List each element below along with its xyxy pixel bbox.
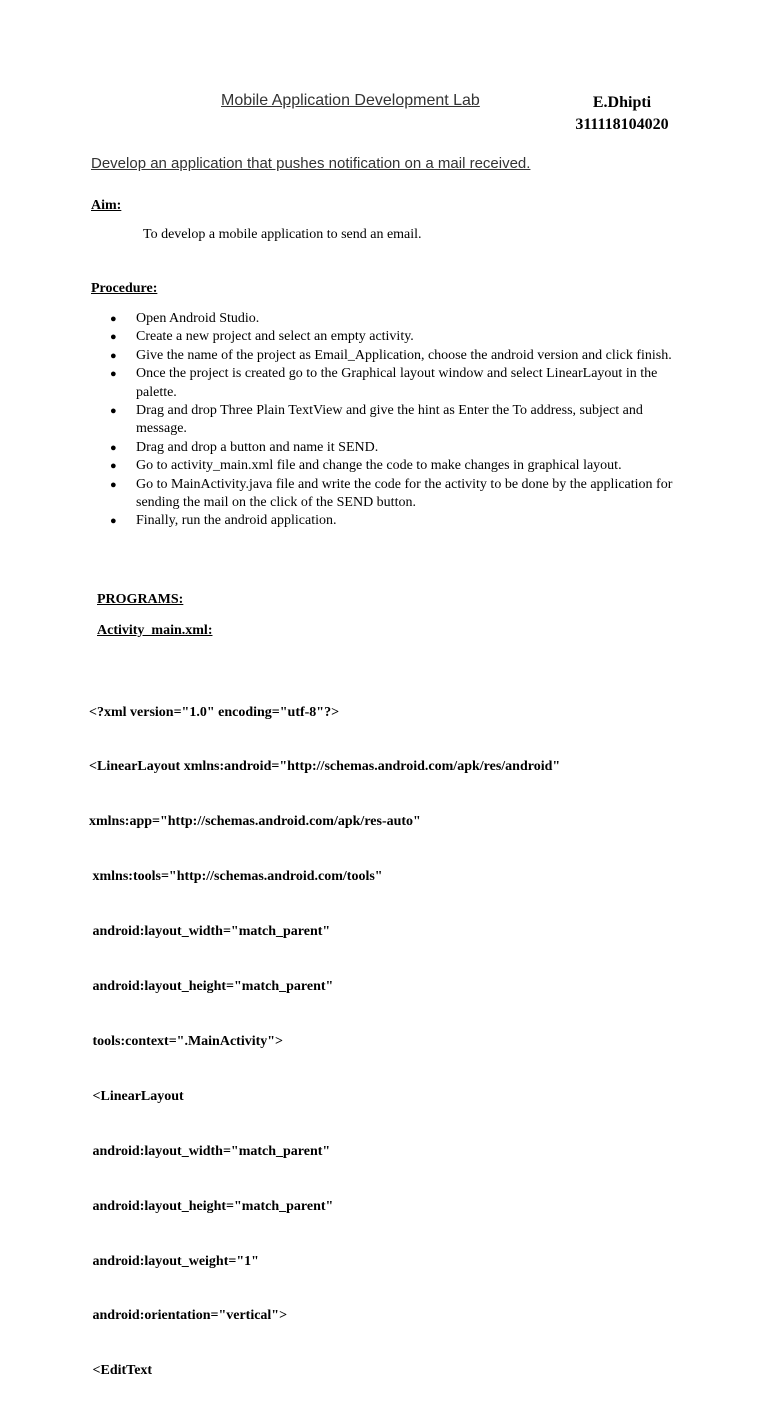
programs-heading: PROGRAMS: bbox=[97, 592, 184, 607]
list-item bbox=[108, 328, 673, 346]
code-line: android:orientation="vertical"> bbox=[89, 1308, 288, 1324]
bullet-icon: ● bbox=[110, 349, 117, 362]
step-text: Drag and drop Three Plain TextView and give the hint as Enter the To address, subject and message. bbox=[136, 403, 643, 437]
aim-text: To develop a mobile application to send an email. bbox=[143, 227, 422, 242]
bullet-icon: ● bbox=[110, 515, 117, 528]
code-line: xmlns:app="http://schemas.android.com/apk/res-auto" bbox=[89, 814, 421, 830]
list-item bbox=[108, 365, 673, 402]
author-name: E.Dhipti bbox=[592, 94, 652, 111]
list-item bbox=[108, 402, 673, 439]
list-item bbox=[108, 512, 673, 530]
code-line: <LinearLayout xmlns:android="http://schemas.android.com/apk/res/android" bbox=[89, 759, 561, 775]
bullet-icon: ● bbox=[110, 331, 117, 344]
procedure-heading: Procedure: bbox=[91, 281, 158, 296]
step-text: Open Android Studio. bbox=[136, 311, 260, 326]
list-item bbox=[108, 347, 673, 365]
code-line: xmlns:tools="http://schemas.android.com/tools" bbox=[89, 869, 383, 885]
list-item bbox=[108, 476, 673, 513]
code-line: <LinearLayout bbox=[89, 1088, 184, 1104]
list-item bbox=[108, 310, 673, 328]
procedure-list bbox=[108, 310, 673, 531]
aim-heading: Aim: bbox=[91, 198, 122, 213]
step-text: Go to activity_main.xml file and change the code to make changes in graphical layout. bbox=[136, 458, 622, 474]
bullet-icon: ● bbox=[110, 478, 117, 491]
code-line: android:layout_height="match_parent" bbox=[89, 979, 334, 995]
step-text: Finally, run the android application. bbox=[136, 513, 337, 529]
author-block bbox=[566, 92, 678, 136]
code-line: android:layout_weight="1" bbox=[89, 1253, 259, 1269]
code-line: android:layout_height="match_parent" bbox=[89, 1198, 334, 1214]
lab-title: Mobile Application Development Lab bbox=[221, 92, 480, 109]
code-line: android:layout_width="match_parent" bbox=[89, 924, 331, 940]
bullet-icon: ● bbox=[110, 460, 117, 473]
code-line: tools:context=".MainActivity"> bbox=[89, 1033, 284, 1049]
author-id: 311118104020 bbox=[575, 116, 669, 133]
step-text: Once the project is created go to the Graphical layout window and select LinearLayout in the palette. bbox=[136, 366, 658, 400]
code-block bbox=[89, 667, 560, 1417]
code-line: android:layout_width="match_parent" bbox=[89, 1143, 331, 1159]
bullet-icon: ● bbox=[110, 405, 117, 418]
bullet-icon: ● bbox=[110, 441, 117, 454]
list-item bbox=[108, 439, 673, 457]
step-text: Create a new project and select an empty activity. bbox=[136, 329, 414, 345]
step-text: Drag and drop a button and name it SEND. bbox=[136, 439, 379, 455]
task-title: Develop an application that pushes notification on a mail received. bbox=[91, 155, 531, 172]
step-text: Give the name of the project as Email_Application, choose the android version and click finish. bbox=[136, 347, 672, 363]
bullet-icon: ● bbox=[110, 368, 117, 381]
file-heading: Activity_main.xml: bbox=[97, 623, 213, 638]
code-line: <EditText bbox=[89, 1363, 153, 1379]
code-line: <?xml version="1.0" encoding="utf-8"?> bbox=[89, 704, 340, 720]
bullet-icon: ● bbox=[110, 313, 117, 325]
list-item bbox=[108, 457, 673, 475]
step-text: Go to MainActivity.java file and write the code for the activity to be done by the application for sending the mail on the click of the SEND button. bbox=[136, 476, 673, 511]
